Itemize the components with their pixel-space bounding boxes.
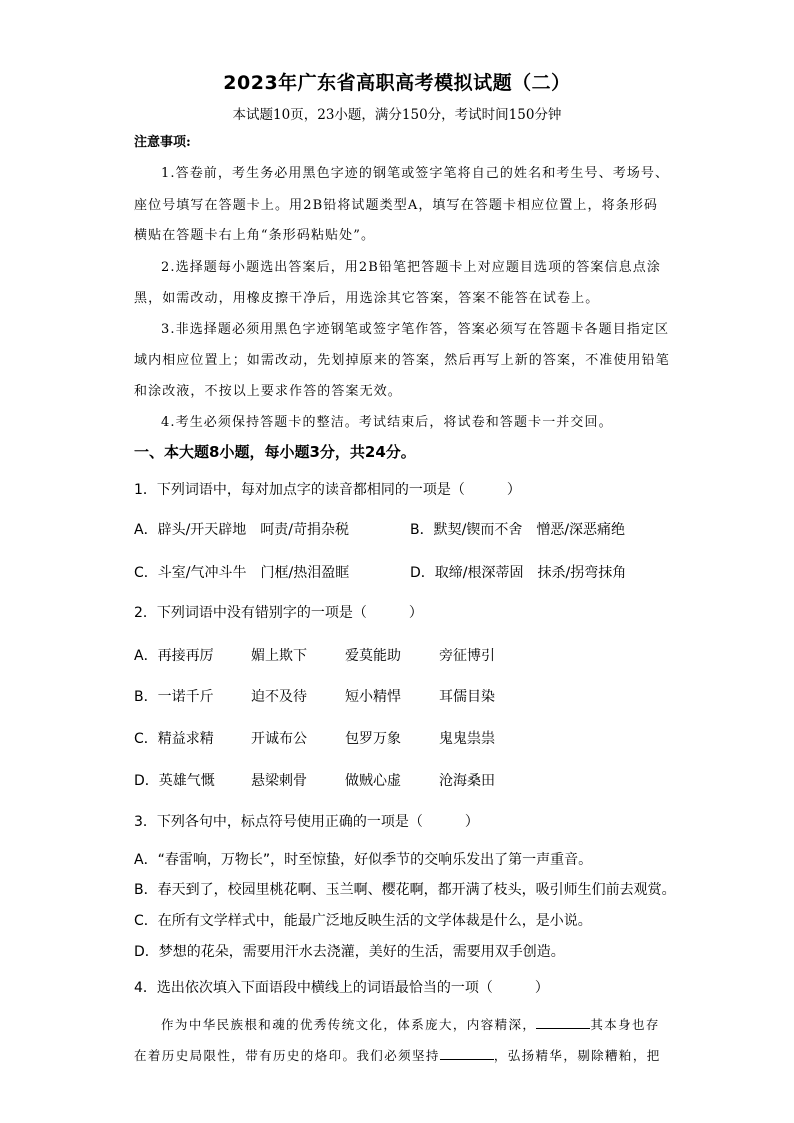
question-4-stem: 4．选出依次填入下面语段中横线上的词语最恰当的一项（ ） (134, 980, 549, 996)
question-2-option-a-word: A．再接再厉 (134, 648, 214, 664)
exam-subtitle: 本试题10页，23小题，满分150分，考试时间150分钟 (232, 107, 562, 123)
note-line: 横贴在答题卡右上角“条形码粘贴处”。 (134, 228, 376, 243)
question-1-option-c: C．斗室/气冲斗牛 门框/热泪盈眶 (134, 565, 350, 581)
question-2-option-c-word: 包罗万象 (345, 731, 401, 747)
question-1-option-a: A．辟头/开天辟地 呵责/苛捐杂税 (134, 522, 350, 538)
passage-text: ，弘扬精华，剔除糟粕，把 (493, 1048, 661, 1063)
question-2-stem: 2．下列词语中没有错别字的一项是（ ） (134, 605, 423, 621)
question-3-option-d: D．梦想的花朵，需要用汗水去浇灌，美好的生活，需要用双手创造。 (134, 944, 565, 960)
note-line: 1.答卷前，考生务必用黑色字迹的钢笔或签字笔将自己的姓名和考生号、考场号、 (161, 166, 670, 181)
note-line: 4.考生必须保持答题卡的整洁。考试结束后，将试卷和答题卡一并交回。 (161, 415, 613, 430)
question-2-option-a-word: 旁征博引 (439, 648, 495, 664)
passage-text: 在着历史局限性，带有历史的烙印。我们必须坚持 (134, 1048, 440, 1063)
passage-line (134, 1046, 661, 1064)
question-2-option-d-word: 沧海桑田 (439, 773, 495, 789)
passage-line (161, 1015, 660, 1033)
note-line: 黑，如需改动，用橡皮擦干净后，用选涂其它答案，答案不能答在试卷上。 (134, 291, 600, 306)
question-2-option-d-word: D．英雄气慨 (134, 773, 215, 789)
question-1-stem: 1．下列词语中，每对加点字的读音都相同的一项是（ ） (134, 482, 521, 498)
question-2-option-c-word: 开诚布公 (251, 731, 307, 747)
note-line: 3.非选择题必须用黑色字迹钢笔或签字笔作答，答案必须写在答题卡各题目指定区 (161, 322, 670, 337)
question-2-option-a-word: 爱莫能助 (345, 648, 401, 664)
question-3-option-c: C．在所有文学样式中，能最广泛地反映生活的文学体裁是什么，是小说。 (134, 913, 592, 929)
question-3-option-b: B．春天到了，校园里桃花啊、玉兰啊、樱花啊，都开满了枝头，吸引师生们前去观赏。 (134, 882, 676, 898)
question-2-option-c-word: 鬼鬼祟祟 (439, 731, 495, 747)
question-2-option-b-word: 耳儒目染 (439, 689, 495, 705)
question-3-stem: 3．下列各句中，标点符号使用正确的一项是（ ） (134, 814, 479, 830)
question-3-option-a: A．“春雷响，万物长”，时至惊蛰，好似季节的交响乐发出了第一声重音。 (134, 852, 593, 868)
passage-text: 作为中华民族根和魂的优秀传统文化，体系庞大，内容精深， (161, 1017, 537, 1032)
question-2-option-b-word: B．一诺千斤 (134, 689, 214, 705)
question-1-option-b: B．默契/锲而不舍 憎恶/深恶痛绝 (410, 522, 626, 538)
fill-blank (440, 1047, 494, 1060)
question-1-option-d: D．取缔/根深蒂固 抹杀/拐弯抹角 (410, 565, 627, 581)
question-2-option-d-word: 做贼心虚 (345, 773, 401, 789)
question-2-option-c-word: C．精益求精 (134, 731, 214, 747)
notes-heading: 注意事项: (134, 135, 191, 150)
question-2-option-b-word: 短小精悍 (345, 689, 401, 705)
note-line: 2.选择题每小题选出答案后，用2B铅笔把答题卡上对应题目选项的答案信息点涂 (161, 260, 661, 275)
passage-text: 其本身也存 (590, 1017, 660, 1032)
question-2-option-b-word: 迫不及待 (251, 689, 307, 705)
note-line: 域内相应位置上；如需改动，先划掉原来的答案，然后再写上新的答案，不准使用铅笔 (134, 353, 670, 368)
note-line: 座位号填写在答题卡上。用2B铅将试题类型A，填写在答题卡相应位置上，将条形码 (134, 198, 659, 213)
fill-blank (536, 1016, 590, 1029)
note-line: 和涂改液，不按以上要求作答的答案无效。 (134, 384, 402, 399)
question-2-option-d-word: 悬梁刺骨 (251, 773, 307, 789)
section-heading: 一、本大题8小题，每小题3分，共24分。 (134, 443, 416, 461)
exam-title: 2023年广东省高职高考模拟试题（二） (223, 72, 571, 94)
question-2-option-a-word: 媚上欺下 (251, 648, 307, 664)
